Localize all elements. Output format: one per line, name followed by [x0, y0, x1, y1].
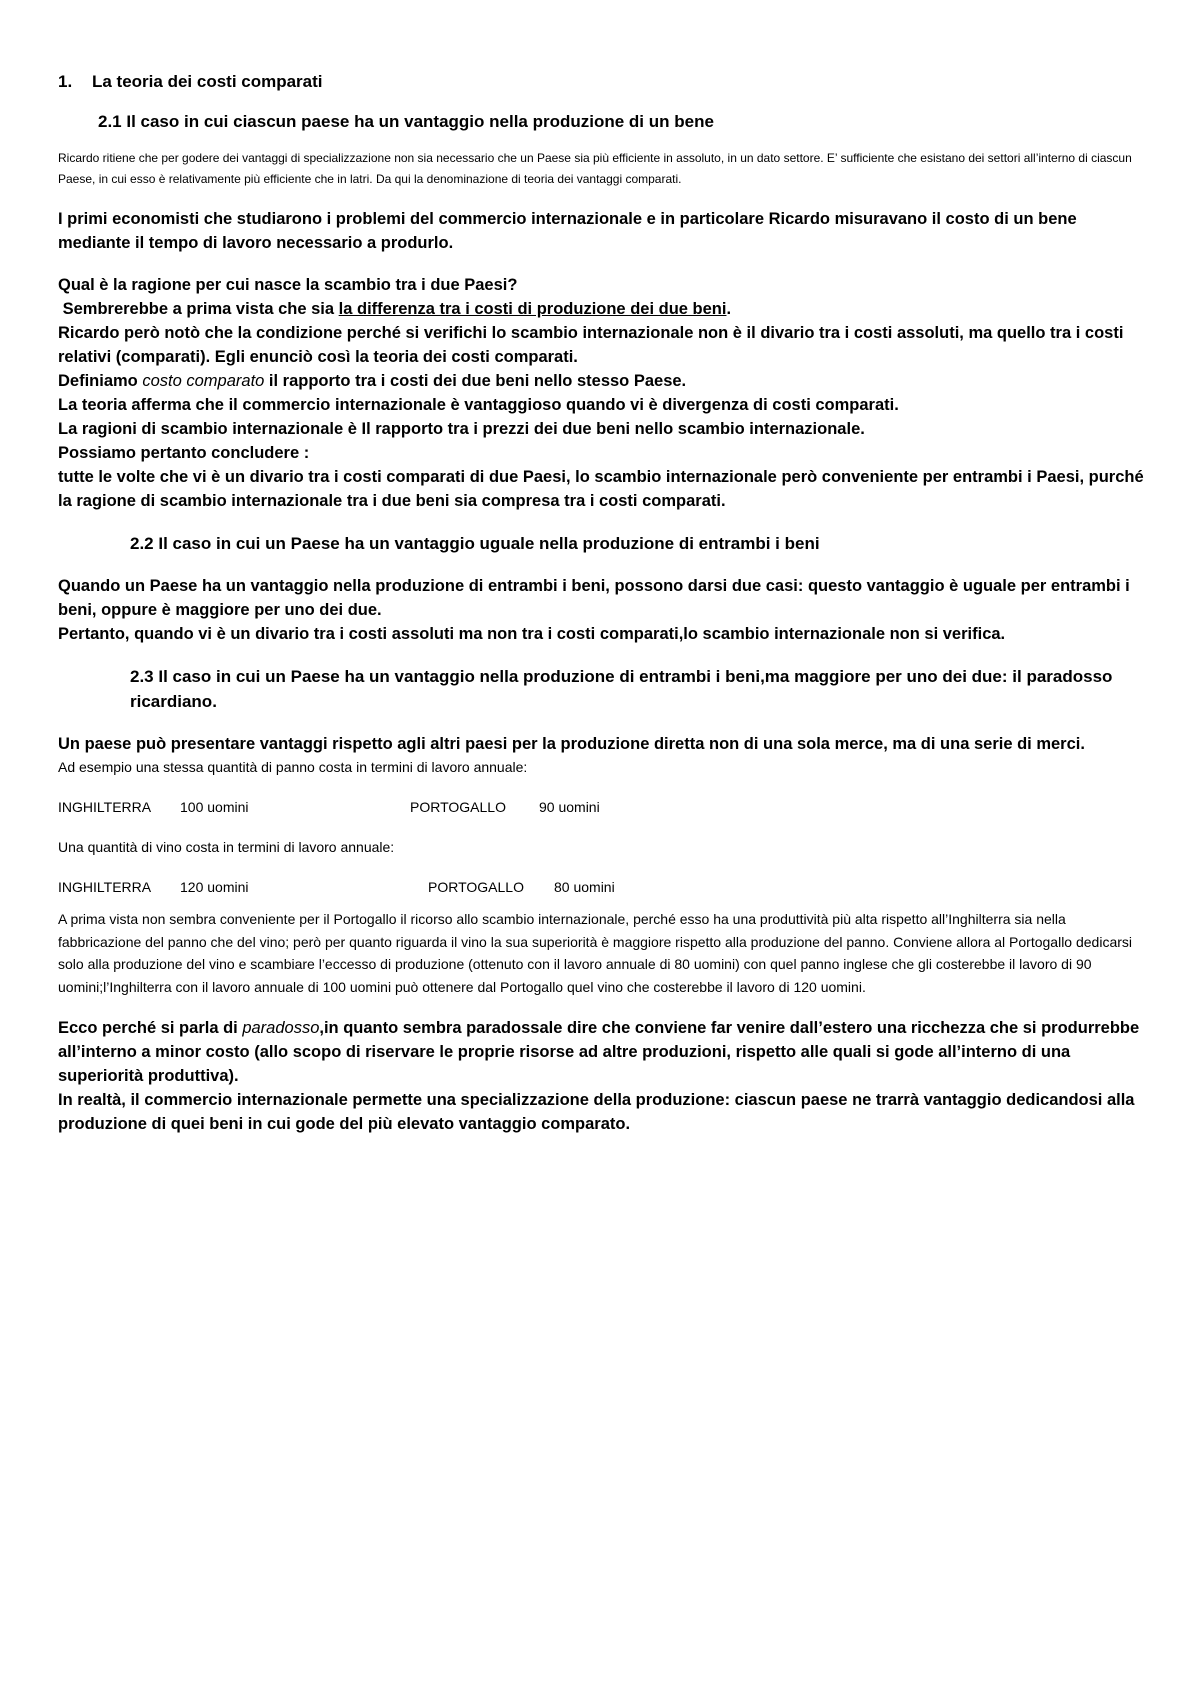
section-2-1-heading: 2.1 Il caso in cui ciascun paese ha un vantaggio nella produzione di un bene — [98, 112, 714, 131]
question-line: Qual è la ragione per cui nasce la scambio tra i due Paesi? — [58, 276, 518, 294]
wine-value-1: 120 uomini — [180, 879, 249, 895]
economists-paragraph: I primi economisti che studiarono i problemi del commercio internazionale e in particolare Ricardo misuravano il costo di un bene mediante il tempo di lavoro necessario a produrlo. — [58, 210, 1077, 252]
cloth-country-1: INGHILTERRA — [58, 799, 152, 815]
wine-intro: Una quantità di vino costa in termini di lavoro annuale: — [58, 839, 395, 855]
cloth-intro: Ad esempio una stessa quantità di panno costa in termini di lavoro annuale: — [58, 759, 528, 775]
conclusion-text: tutte le volte che vi è un divario tra i costi comparati di due Paesi, lo scambio internazionale però conveniente per entrambi i Paesi, purché la ragione di scambio internazionale tra i due beni sia compresa tra i costi comparati. — [58, 468, 1144, 510]
portugal-paragraph: A prima vista non sembra conveniente per il Portogallo il ricorso allo scambio internazionale, perché esso ha una produttività più alta rispetto all’Inghilterra sia nella fabbricazione del panno che del vino; però per quanto riguarda il vino la sua superiorità è maggiore rispetto alla produzione del panno. Conviene allora al Portogallo dedicarsi solo alla produzione del vino e scambiare l’eccesso di produzione (ottenuto con il lavoro annuale di 80 uomini) con quel panno inglese che gli costerebbe il lavoro di 90 uomini;l’Inghilterra con il lavoro annuale di 100 uomini può ottenere dal Portogallo quel vino che costerebbe il lavoro di 120 uomini. — [58, 911, 1133, 995]
conclusion-intro: Possiamo pertanto concludere : — [58, 444, 310, 462]
definition-term: costo comparato — [142, 372, 265, 390]
theory-statement: La teoria afferma che il commercio internazionale è vantaggioso quando vi è divergenza di costi comparati. — [58, 396, 899, 414]
paradox-term: paradosso — [242, 1019, 320, 1037]
main-heading — [58, 72, 1148, 92]
specialization-paragraph: In realtà, il commercio internazionale permette una specializzazione della produzione: ciascun paese ne trarrà vantaggio dedicandosi alla produzione di quei beni in cui gode del più elevato vantaggio comparato. — [58, 1091, 1135, 1133]
first-sight-text: Sembrerebbe a prima vista che sia — [62, 300, 339, 318]
paradox-paragraph — [58, 1016, 1148, 1088]
definition-prefix: Definiamo — [58, 372, 143, 390]
cloth-value-1: 100 uomini — [180, 799, 249, 815]
wine-value-2: 80 uomini — [554, 879, 615, 895]
underlined-phrase: la differenza tra i costi di produzione dei due beni — [338, 300, 727, 318]
reasoning-block — [58, 273, 1148, 513]
ricardo-note: Ricardo però notò che la condizione perché si verifichi lo scambio internazionale non è il divario tra i costi assoluti, ma quello tra i costi relativi (comparati). Egli enunciò così la teoria dei costi comparati. — [58, 324, 1124, 366]
heading-text: La teoria dei costi comparati — [92, 72, 323, 91]
document-page — [58, 72, 1148, 1136]
paradox-prefix: Ecco perché si parla di — [58, 1019, 243, 1037]
definition-rest: il rapporto tra i costi dei due beni nello stesso Paese. — [264, 372, 687, 390]
first-sight-end: . — [726, 300, 732, 318]
cloth-country-2: PORTOGALLO — [410, 799, 506, 815]
section-2-1-intro: Ricardo ritiene che per godere dei vantaggi di specializzazione non sia necessario che un Paese sia più efficiente in assoluto, in un dato settore. E’ sufficiente che esistano dei settori all’interno di ciascun Paese, in cui esso è relativamente più efficiente che in latri. Da qui la denominazione di teoria dei vantaggi comparati. — [58, 151, 1132, 186]
definition-line — [58, 369, 1148, 393]
wine-country-2: PORTOGALLO — [428, 879, 524, 895]
section-2-3-paragraph-1: Un paese può presentare vantaggi rispetto agli altri paesi per la produzione diretta non di una sola merce, ma di una serie di merci. — [58, 735, 1085, 753]
heading-number: 1. — [58, 72, 73, 91]
wine-country-1: INGHILTERRA — [58, 879, 152, 895]
first-sight-line — [58, 297, 1148, 321]
section-2-3-heading: 2.3 Il caso in cui un Paese ha un vantaggio nella produzione di entrambi i beni,ma maggiore per uno dei due: il paradosso ricardiano. — [130, 667, 1113, 711]
wine-cost-row — [58, 876, 1148, 898]
section-2-2-heading: 2.2 Il caso in cui un Paese ha un vantaggio uguale nella produzione di entrambi i beni — [130, 534, 820, 553]
section-2-2-paragraph-1: Quando un Paese ha un vantaggio nella produzione di entrambi i beni, possono darsi due casi: questo vantaggio è uguale per entrambi i beni, oppure è maggiore per uno dei due. — [58, 577, 1130, 619]
section-2-2-paragraph-2: Pertanto, quando vi è un divario tra i costi assoluti ma non tra i costi comparati,lo scambio internazionale non si verifica. — [58, 625, 1006, 643]
paradox-rest: ,in quanto sembra paradossale dire che conviene far venire dall’estero una ricchezza che si produrrebbe all’interno a minor costo (allo scopo di riservare le proprie risorse ad altre produzioni, rispetto alle quali si gode all’interno di una superiorità produttiva). — [58, 1019, 1140, 1085]
cloth-value-2: 90 uomini — [539, 799, 600, 815]
cloth-cost-row — [58, 796, 1148, 818]
terms-of-trade-line: La ragioni di scambio internazionale è Il rapporto tra i prezzi dei due beni nello scambio internazionale. — [58, 420, 865, 438]
